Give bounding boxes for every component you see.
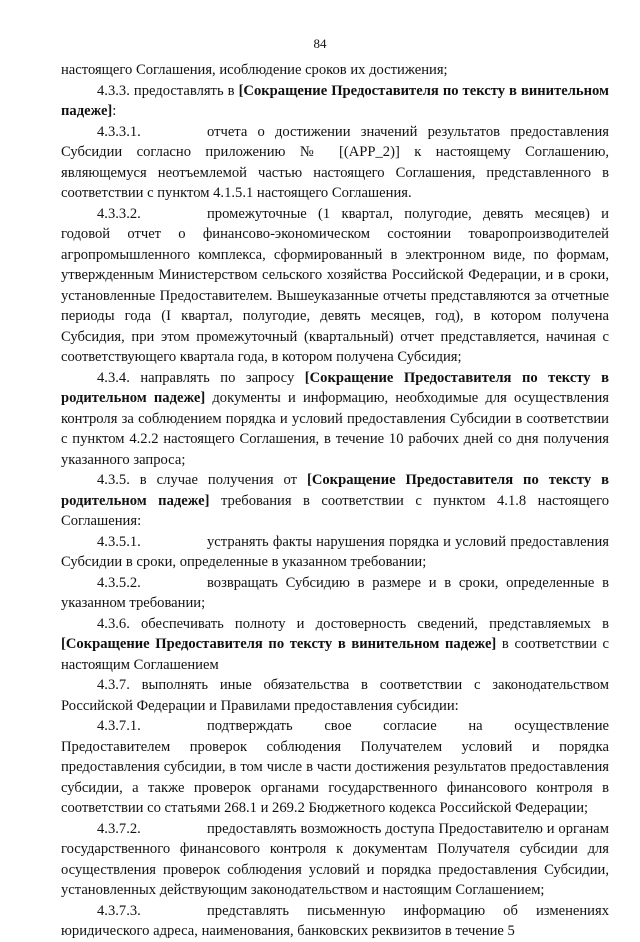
clause-4-3-3-2 — [61, 204, 609, 368]
clause-text-end: в соответствии с настоящим Соглашением — [61, 636, 610, 673]
clause-4-3-7-3 — [61, 901, 609, 942]
clause-4-3-3 — [61, 81, 609, 122]
clause-text-end: требования в соответствии с пунктом 4.1.8 настоящего Соглашения: — [61, 492, 609, 529]
clause-number: 4.3.3.1. — [97, 123, 141, 140]
placeholder-field: [Сокращение Предоставителя по тексту в винительном падеже] — [61, 636, 497, 652]
clause-number: 4.3.6. — [97, 615, 130, 632]
clause-4-3-5 — [61, 470, 609, 532]
clause-number: 4.3.7.1. — [97, 718, 141, 734]
placeholder-field: [Сокращение Предоставителя по тексту в винительном падеже] — [61, 82, 609, 119]
placeholder-field: [Сокращение Предоставителя по тексту в родительном падеже] — [61, 472, 609, 509]
page-number: 84 — [313, 36, 327, 51]
clause-number: 4.3.5. — [97, 472, 130, 488]
clause-text: в случае получения от — [129, 472, 307, 488]
clause-number: 4.3.3. — [97, 82, 130, 99]
clause-text: предоставлять в — [129, 82, 239, 99]
clause-text: выполнять иные обязательства в соответствии с законодательством Российской Федерации и Правилами предоставления субсидии: — [61, 677, 609, 714]
clause-4-3-3-1 — [61, 122, 609, 204]
clause-4-3-6 — [61, 614, 609, 676]
clause-number: 4.3.7.2. — [97, 820, 141, 837]
clause-number: 4.3.4. — [97, 369, 130, 386]
clause-4-3-5-2 — [61, 573, 609, 614]
clause-text-end: документы и информацию, необходимые для осуществления контроля за соблюдением порядка и условий предоставления Субсидии в соответствии с пунктом 4.2.2 настоящего Соглашения, в течение 10 рабочих дней со дня получения указанного запроса; — [61, 390, 609, 468]
clause-text: представлять письменную информацию об изменениях юридического адреса, наименования, банковских реквизитов в течение 5 — [61, 902, 609, 939]
clause-4-3-4 — [61, 368, 609, 471]
clause-4-3-7-1 — [61, 716, 609, 819]
clause-number: 4.3.3.2. — [97, 205, 141, 222]
clause-number: 4.3.7.3. — [97, 902, 141, 919]
clause-text: предоставлять возможность доступа Предоставителю и органам государственного финансового контроля к документам Получателя субсидии для осуществления проверок соблюдения условий и порядка предоставления Субсидии, установленных действующим законодательством и настоящим Соглашением; — [61, 820, 609, 898]
clause-number: 4.3.7. — [97, 677, 130, 693]
paragraph-continuation: настоящего Соглашения, исоблюдение сроков их достижения; — [61, 62, 448, 78]
clause-number: 4.3.5.2. — [97, 574, 141, 591]
clause-4-3-7-2 — [61, 819, 609, 901]
clause-text: направлять по запросу — [129, 369, 305, 386]
clause-text: отчета о достижении значений результатов предоставления Субсидии согласно приложению № [(APP_2)] к настоящему Соглашению, являющемуся неотъемлемой частью настоящего Соглашения, представленного в соответствии с пунктом 4.1.5.1 настоящего Соглашения. — [61, 123, 609, 201]
clause-text: подтверждать свое согласие на осуществление Предоставителем проверок соблюдения Получателем условий и порядка предоставления субсидии, в том числе в части достижения результатов предоставления субсидии, а также проверок органами государственного финансового контроля в соответствии со статьями 268.1 и 269.2 Бюджетного кодекса Российской Федерации; — [61, 718, 609, 816]
clause-text: обеспечивать полноту и достоверность сведений, представляемых в — [129, 615, 609, 632]
clause-4-3-5-1 — [61, 532, 609, 573]
clause-text: промежуточные (1 квартал, полугодие, девять месяцев) и годовой отчет о финансово-экономическом состоянии товаропроизводителей агропромышленного комплекса, сформированный в электронном виде, по формам, утвержденным Министерством сельского хозяйства Российской Федерации, и в сроки, установленные Предоставителем. Вышеуказанные отчеты представляются за отчетные периоды года (I квартал, полугодие, девять месяцев, год), в котором получена Субсидия, при этом промежуточный (квартальный) отчет представляется, начиная с соответствующего квартала года, в котором получена Субсидия; — [61, 205, 609, 365]
clause-text: возвращать Субсидию в размере и в сроки, определенные в указанном требовании; — [61, 574, 609, 611]
clause-text: устранять факты нарушения порядка и условий предоставления Субсидии в сроки, определенные в указанном требовании; — [61, 533, 609, 570]
clause-4-3-7 — [61, 675, 609, 716]
clause-number: 4.3.5.1. — [97, 533, 141, 550]
document-body — [61, 60, 609, 942]
placeholder-field: [Сокращение Предоставителя по тексту в родительном падеже] — [61, 369, 609, 406]
clause-text-end: : — [112, 103, 117, 119]
